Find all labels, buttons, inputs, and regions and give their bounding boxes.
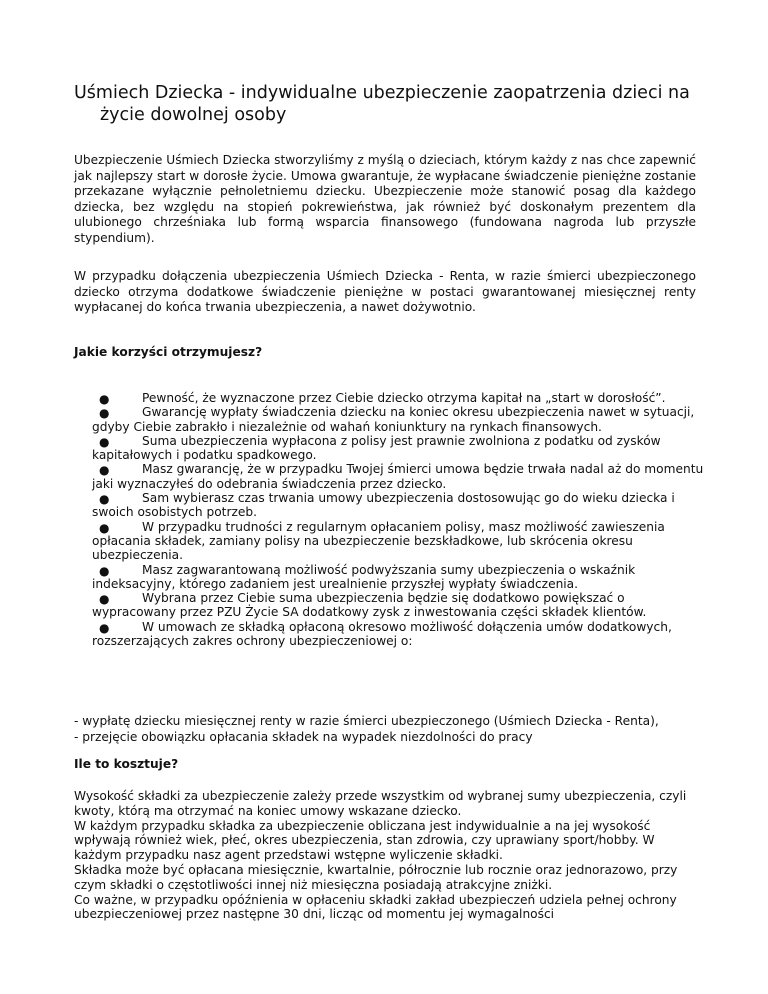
cost-line: W każdym przypadku składka za ubezpieczenie obliczana jest indywidualnie a na jej wysokość wpływają również wiek, płeć, okres ubezpieczenia, stan zdrowia, czy uprawiany sport/hobby. W każdym przypadku nasz agent przedstawi wstępne wyliczenie składki. [74, 818, 655, 863]
bullet-icon: ● [99, 492, 110, 507]
cost-section [74, 789, 704, 922]
bullet-icon: ● [99, 563, 110, 578]
intro-paragraph-1: Ubezpieczenie Uśmiech Dziecka stworzyliśmy z myślą o dzieciach, którym każdy z nas chce zapewnić jak najlepszy start w dorosłe życie. Umowa gwarantuje, że wypłacane świadczenie pieniężne zostanie przekazane wyłącznie pełnoletniemu dziecku. Ubezpieczenie może stanowić posag dla każdego dziecka, bez względu na stopień pokrewieństwa, jak również być doskonałym prezentem dla ulubionego chrześniaka lub formą wsparcia finansowego (fundowana nagroda lub przyszłe stypendium). [74, 153, 696, 245]
list-item: ● Masz gwarancję, że w przypadku Twojej śmierci umowa będzie trwała nadal aż do momentu jaki wyznaczyłeś do odebrania świadczenia przez dziecko. [92, 462, 704, 491]
cost-heading: Ile to kosztuje? [74, 757, 179, 771]
coverage-item-rent: - wypłatę dziecku miesięcznej renty w razie śmierci ubezpieczonego (Uśmiech Dziecka - Renta), [74, 714, 659, 728]
cost-line: Składka może być opłacana miesięcznie, kwartalnie, półrocznie lub rocznie oraz jednorazowo, przy czym składki o częstotliwości innej niż miesięczna posiadają atrakcyjne zniżki. [74, 862, 678, 892]
bullet-icon: ● [99, 620, 110, 635]
bullet-icon: ● [99, 463, 110, 478]
bullet-icon: ● [99, 406, 110, 421]
list-item: ● Gwarancję wypłaty świadczenia dziecku na koniec okresu ubezpieczenia nawet w sytuacji, gdyby Ciebie zabrakło i niezależnie od wahań koniunktury na rynkach finansowych. [92, 405, 695, 434]
bullet-icon: ● [99, 392, 110, 406]
list-item: ● Wybrana przez Ciebie suma ubezpieczenia będzie się dodatkowo powiększać o wypracowany przez PZU Życie SA dodatkowy zysk z inwestowania części składek klientów. [92, 591, 647, 620]
intro-paragraph-2: W przypadku dołączenia ubezpieczenia Uśmiech Dziecka - Renta, w razie śmierci ubezpieczonego dziecko otrzyma dodatkowe świadczenie pieniężne w postaci gwarantowanej miesięcznej renty wypłacanej do końca trwania ubezpieczenia, a nawet dożywotnio. [74, 269, 696, 315]
list-item: ● Masz zagwarantowaną możliwość podwyższania sumy ubezpieczenia o wskaźnik indeksacyjny, którego zadaniem jest urealnienie przyszłej wypłaty świadczenia. [92, 562, 636, 591]
list-item: ● Suma ubezpieczenia wypłacona z polisy jest prawnie zwolniona z podatku od zysków kapitałowych i podatku spadkowego. [92, 433, 661, 463]
cost-line: Co ważne, w przypadku opóźnienia w opłaceniu składki zakład ubezpieczeń udziela pełnej ochrony ubezpieczeniowej przez następne 30 dni, licząc od momentu jej wymagalności [74, 892, 677, 922]
list-item: ● W umowach ze składką opłaconą okresowo możliwość dołączenia umów dodatkowych, rozszerzających zakres ochrony ubezpieczeniowej o: [92, 619, 672, 649]
document-title: Uśmiech Dziecka - indywidualne ubezpieczenie zaopatrzenia dzieci na życie dowolnej osoby [74, 83, 690, 125]
benefits-heading: Jakie korzyści otrzymujesz? [74, 345, 263, 359]
list-item: ● Pewność, że wyznaczone przez Ciebie dziecko otrzyma kapitał na „start w dorosłość”. [99, 391, 666, 406]
bullet-icon: ● [99, 434, 110, 449]
list-item: ● Sam wybierasz czas trwania umowy ubezpieczenia dostosowując go do wieku dziecka i swoich osobistych potrzeb. [92, 491, 675, 520]
list-item: ● W przypadku trudności z regularnym opłacaniem polisy, masz możliwość zawieszenia opłacania składek, zamiany polisy na ubezpieczenie bezskładkowe, lub skrócenia okresu ubezpieczenia. [92, 519, 665, 563]
bullet-icon: ● [99, 520, 110, 535]
bullet-icon: ● [99, 592, 110, 607]
coverage-item-premium-waiver: - przejęcie obowiązku opłacania składek na wypadek niezdolności do pracy [74, 730, 533, 744]
additional-coverage-list [74, 713, 704, 745]
benefits-list [74, 391, 704, 648]
cost-line: Wysokość składki za ubezpieczenie zależy przede wszystkim od wybranej sumy ubezpieczenia, czyli kwoty, którą ma otrzymać na koniec umowy wskazane dziecko. [74, 789, 687, 818]
